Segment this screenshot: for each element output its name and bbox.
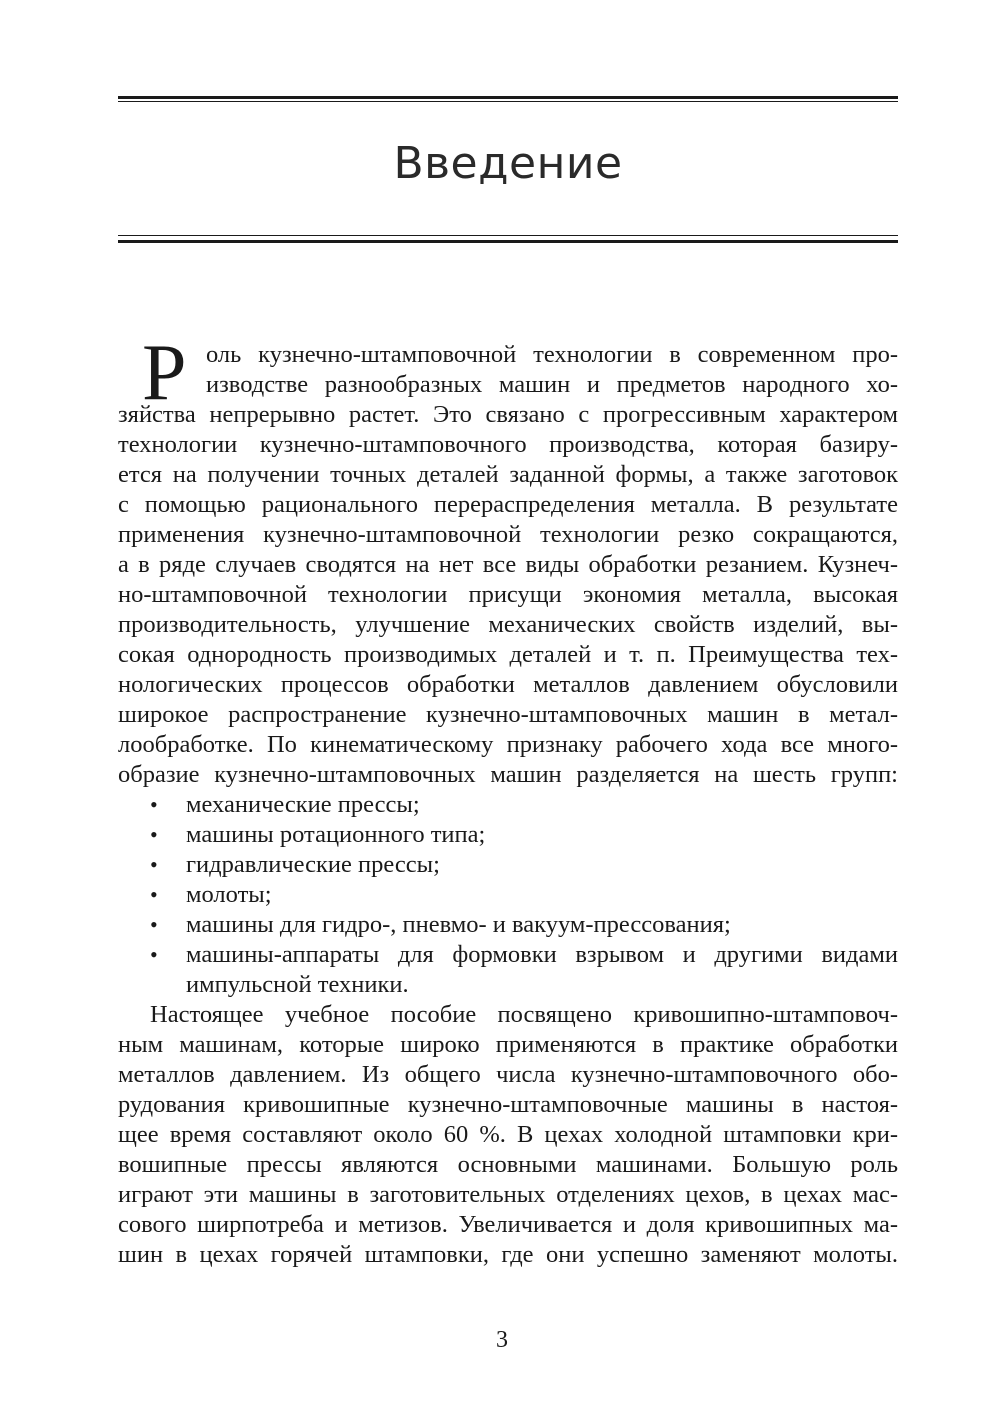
bullet-marker: • (150, 792, 158, 817)
page-number: 3 (496, 1327, 508, 1353)
intro-line: с помощью рационального перераспределения металла. В результате (118, 491, 898, 518)
bullet-marker: • (150, 852, 158, 877)
bullet-marker: • (150, 912, 158, 937)
paragraph-line: вошипные прессы являются основными машинами. Большую роль (118, 1151, 898, 1178)
bottom-rule-thick (118, 240, 898, 243)
paragraph-line: рудования кривошипные кузнечно-штамповочные машины в настоя- (118, 1091, 898, 1118)
list-item: машины для гидро-, пневмо- и вакуум-прессования; (186, 911, 731, 938)
intro-line: применения кузнечно-штамповочной технологии резко сокращаются, (118, 521, 898, 548)
list-item: молоты; (186, 881, 272, 908)
intro-line: оль кузнечно-штамповочной технологии в современном про- (206, 341, 898, 368)
top-rule-thick (118, 96, 898, 99)
intro-line: но-штамповочной технологии присущи экономия металла, высокая (118, 581, 898, 608)
intro-line: образие кузнечно-штамповочных машин разделяется на шесть групп: (118, 761, 898, 788)
intro-line: лообработке. По кинематическому признаку рабочего хода все много- (118, 731, 898, 758)
list-item: механические прессы; (186, 791, 420, 818)
paragraph-line: играют эти машины в заготовительных отделениях цехов, в цехах мас- (118, 1181, 898, 1208)
list-item: машины ротационного типа; (186, 821, 486, 848)
list-item: машины-аппараты для формовки взрывом и другими видами (186, 941, 898, 968)
bullet-marker: • (150, 882, 158, 907)
paragraph-line: металлов давлением. Из общего числа кузнечно-штамповочного обо- (118, 1061, 898, 1088)
list-item-continuation: импульсной техники. (186, 971, 409, 998)
intro-line: ется на получении точных деталей заданной формы, а также заготовок (118, 461, 898, 488)
intro-line: а в ряде случаев сводятся на нет все виды обработки резанием. Кузнеч- (118, 551, 898, 578)
paragraph-line: Настоящее учебное пособие посвящено кривошипно-штамповоч- (150, 1001, 898, 1028)
bullet-marker: • (150, 822, 158, 847)
intro-line: зяйства непрерывно растет. Это связано с прогрессивным характером (118, 401, 898, 428)
bullet-marker: • (150, 942, 158, 967)
intro-line: изводстве разнообразных машин и предметов народного хо- (206, 371, 898, 398)
chapter-title: Введение (393, 138, 623, 189)
top-rule-thin (118, 101, 898, 102)
intro-line: широкое распространение кузнечно-штамповочных машин в метал- (118, 701, 898, 728)
bottom-rule-thin (118, 235, 898, 236)
paragraph-line: щее время составляют около 60 %. В цехах холодной штамповки кри- (118, 1121, 898, 1148)
paragraph-line: шин в цехах горячей штамповки, где они успешно заменяют молоты. (118, 1241, 898, 1268)
intro-line: технологии кузнечно-штамповочного производства, которая базиру- (118, 431, 898, 458)
intro-line: сокая однородность производимых деталей и т. п. Преимущества тех- (118, 641, 898, 668)
list-item: гидравлические прессы; (186, 851, 440, 878)
intro-line: нологических процессов обработки металлов давлением обусловили (118, 671, 898, 698)
paragraph-line: сового ширпотреба и метизов. Увеличивается и доля кривошипных ма- (118, 1211, 898, 1238)
drop-cap: Р (142, 329, 187, 417)
paragraph-line: ным машинам, которые широко применяются в практике обработки (118, 1031, 898, 1058)
intro-line: производительность, улучшение механических свойств изделий, вы- (118, 611, 898, 638)
